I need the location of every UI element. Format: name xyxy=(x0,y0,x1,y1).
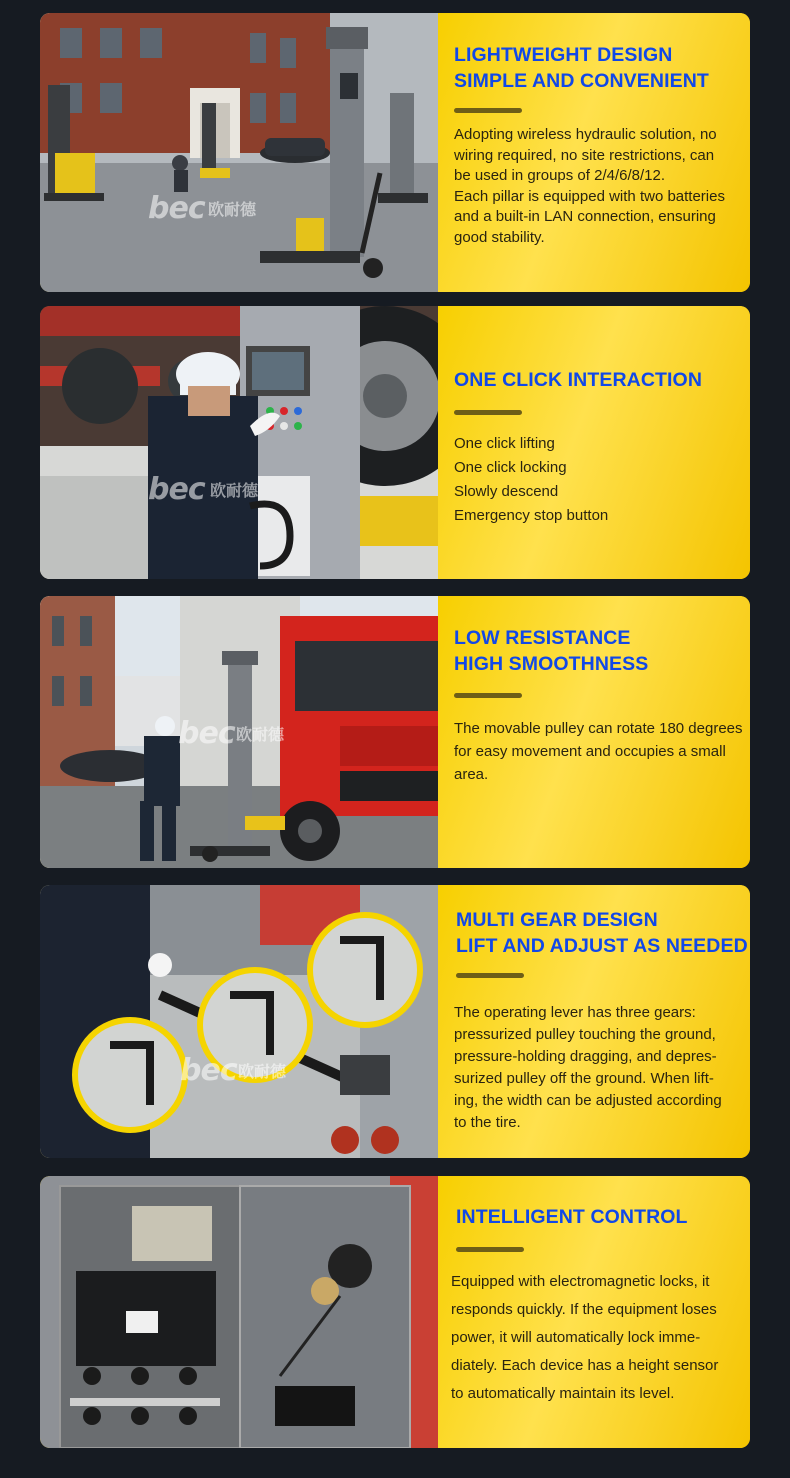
section-heading xyxy=(454,625,648,677)
section-heading xyxy=(454,42,709,94)
description-line: surized pulley off the ground. When lift- xyxy=(454,1070,714,1087)
list-item: Slowly descend xyxy=(454,483,559,500)
heading-divider xyxy=(454,693,522,698)
feature-card-intelligent-control xyxy=(40,1176,750,1448)
list-item: One click lifting xyxy=(454,435,555,452)
feature-panel-lightweight xyxy=(438,13,750,292)
description-line: diately. Each device has a height sensor xyxy=(451,1357,719,1374)
lift-pillars-outdoor-photo xyxy=(40,13,438,292)
description-line: pressurized pulley touching the ground, xyxy=(454,1026,716,1043)
feature-panel-intelligent-control xyxy=(438,1176,750,1448)
description-line: to automatically maintain its level. xyxy=(451,1385,675,1402)
heading-divider xyxy=(454,108,522,113)
heading-line: HIGH SMOOTHNESS xyxy=(454,653,649,675)
brand-watermark: bec xyxy=(148,472,205,507)
description-line: to the tire. xyxy=(454,1114,521,1131)
section-heading xyxy=(456,1204,688,1230)
heading-line: LOW RESISTANCE xyxy=(454,627,631,649)
brand-watermark: bec xyxy=(178,716,235,751)
description-line: power, it will automatically lock imme- xyxy=(451,1329,701,1346)
section-heading xyxy=(456,907,748,959)
operator-control-panel-photo xyxy=(40,306,438,579)
feature-panel-multi-gear xyxy=(438,885,750,1158)
feature-card-multi-gear xyxy=(40,885,750,1158)
brand-watermark: bec xyxy=(180,1053,237,1088)
description-line: wiring required, no site restrictions, can xyxy=(454,146,715,164)
heading-line: SIMPLE AND CONVENIENT xyxy=(454,70,709,92)
description-line: Each pillar is equipped with two batteries xyxy=(454,187,725,205)
brand-watermark: bec xyxy=(148,191,205,226)
description-line: area. xyxy=(454,766,489,783)
heading-divider xyxy=(456,1247,524,1252)
heading-divider xyxy=(454,410,522,415)
description-line: for easy movement and occupies a small xyxy=(454,743,726,760)
heading-line: MULTI GEAR DESIGN xyxy=(456,909,658,931)
heading-divider xyxy=(456,973,524,978)
operating-lever-gears-photo xyxy=(40,885,438,1158)
brand-watermark-cn: 欧耐德 xyxy=(210,483,259,500)
section-description xyxy=(451,1268,746,1408)
section-description xyxy=(454,717,746,786)
description-line: good stability. xyxy=(454,228,545,246)
description-line: pressure-holding dragging, and depres- xyxy=(454,1048,717,1065)
feature-card-lightweight xyxy=(40,13,750,292)
feature-panel-low-resistance xyxy=(438,596,750,868)
description-line: Equipped with electromagnetic locks, it xyxy=(451,1273,710,1290)
moving-lift-truck-photo xyxy=(40,596,438,868)
feature-card-one-click xyxy=(40,306,750,579)
heading-line: LIFT AND ADJUST AS NEEDED xyxy=(456,935,748,957)
list-item: One click locking xyxy=(454,459,567,476)
description-line: The operating lever has three gears: xyxy=(454,1004,696,1021)
section-description xyxy=(454,125,746,248)
section-description xyxy=(454,1002,746,1134)
description-line: responds quickly. If the equipment loses xyxy=(451,1301,717,1318)
brand-watermark-cn: 欧耐德 xyxy=(238,1064,287,1081)
list-item: Emergency stop button xyxy=(454,507,609,524)
control-cabinet-photo xyxy=(40,1176,438,1448)
brand-watermark-cn: 欧耐德 xyxy=(208,202,257,219)
description-line: Adopting wireless hydraulic solution, no xyxy=(454,126,717,143)
feature-panel-one-click xyxy=(438,306,750,579)
brand-watermark-cn: 欧耐德 xyxy=(236,727,285,744)
description-line: ing, the width can be adjusted according xyxy=(454,1092,722,1109)
feature-list xyxy=(454,432,608,528)
description-line: be used in groups of 2/4/6/8/12. xyxy=(454,167,665,184)
heading-line: INTELLIGENT CONTROL xyxy=(456,1206,688,1228)
heading-line: ONE CLICK INTERACTION xyxy=(454,369,703,391)
feature-card-low-resistance xyxy=(40,596,750,868)
description-line: The movable pulley can rotate 180 degrees xyxy=(454,720,743,737)
section-heading xyxy=(454,367,702,393)
description-line: and a built-in LAN connection, ensuring xyxy=(454,208,716,225)
heading-line: LIGHTWEIGHT DESIGN xyxy=(454,44,673,66)
